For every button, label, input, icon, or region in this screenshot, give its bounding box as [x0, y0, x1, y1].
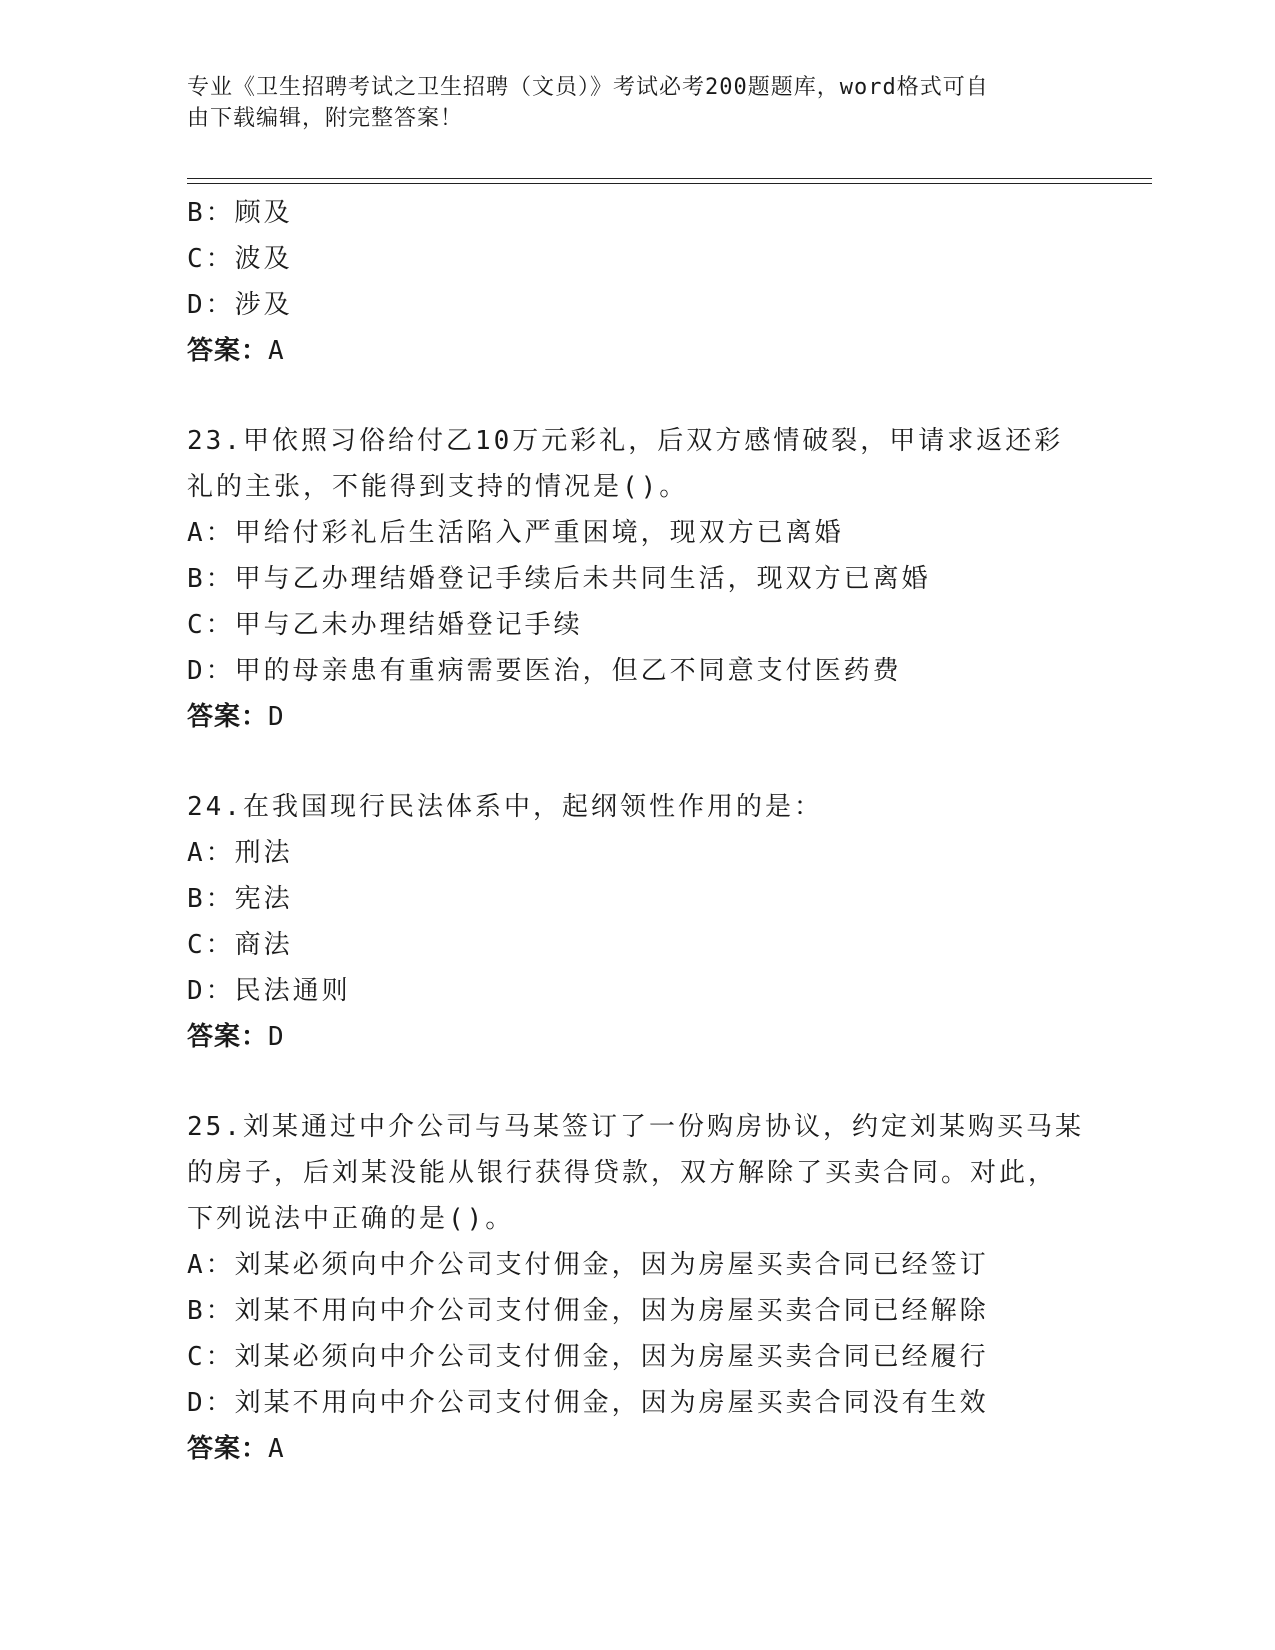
header-rule-bottom [187, 183, 1152, 184]
question-24 [187, 784, 1087, 1060]
question-23 [187, 418, 1087, 740]
option-b: B：宪法 [187, 884, 293, 914]
header-rule-top [187, 178, 1152, 179]
option-a: A：甲给付彩礼后生活陷入严重困境，现双方已离婚 [187, 518, 844, 548]
answer-value: D [268, 1022, 285, 1052]
option-a: A：刘某必须向中介公司支付佣金，因为房屋买卖合同已经签订 [187, 1250, 989, 1280]
question-stem-line: 礼的主张，不能得到支持的情况是()。 [187, 472, 689, 502]
header-line-2: 由下载编辑，附完整答案！ [187, 106, 464, 131]
answer-label: 答案： [187, 702, 269, 732]
answer-line [187, 328, 1087, 374]
question-stem-line: 25.刘某通过中介公司与马某签订了一份购房协议，约定刘某购买马某 [187, 1112, 1084, 1142]
page-header [187, 72, 1067, 134]
option-d: D：涉及 [187, 290, 293, 320]
question-stem-line: 23.甲依照习俗给付乙10万元彩礼，后双方感情破裂，甲请求返还彩 [187, 426, 1064, 456]
question-list [187, 190, 1087, 1472]
answer-label: 答案： [187, 1434, 269, 1464]
option-d: D：甲的母亲患有重病需要医治，但乙不同意支付医药费 [187, 656, 902, 686]
answer-line [187, 1014, 1087, 1060]
option-a: A：刑法 [187, 838, 293, 868]
question-stem-line: 下列说法中正确的是()。 [187, 1204, 515, 1234]
answer-value: D [268, 702, 285, 732]
question-22-tail [187, 190, 1087, 374]
option-b: B：顾及 [187, 198, 293, 228]
answer-line [187, 694, 1087, 740]
option-c: C：商法 [187, 930, 293, 960]
answer-label: 答案： [187, 1022, 269, 1052]
answer-value: A [268, 1434, 285, 1464]
option-c: C：刘某必须向中介公司支付佣金，因为房屋买卖合同已经履行 [187, 1342, 989, 1372]
option-d: D：民法通则 [187, 976, 351, 1006]
question-stem-line: 的房子，后刘某没能从银行获得贷款，双方解除了买卖合同。对此， [187, 1158, 1058, 1188]
answer-value: A [268, 336, 285, 366]
header-line-1: 专业《卫生招聘考试之卫生招聘（文员）》考试必考200题题库，word格式可自 [187, 75, 989, 100]
option-b: B：甲与乙办理结婚登记手续后未共同生活，现双方已离婚 [187, 564, 931, 594]
answer-label: 答案： [187, 336, 269, 366]
question-stem-line: 24.在我国现行民法体系中，起纲领性作用的是： [187, 792, 823, 822]
option-d: D：刘某不用向中介公司支付佣金，因为房屋买卖合同没有生效 [187, 1388, 989, 1418]
option-c: C：甲与乙未办理结婚登记手续 [187, 610, 583, 640]
option-b: B：刘某不用向中介公司支付佣金，因为房屋买卖合同已经解除 [187, 1296, 989, 1326]
option-c: C：波及 [187, 244, 293, 274]
question-25 [187, 1104, 1087, 1472]
answer-line [187, 1426, 1087, 1472]
